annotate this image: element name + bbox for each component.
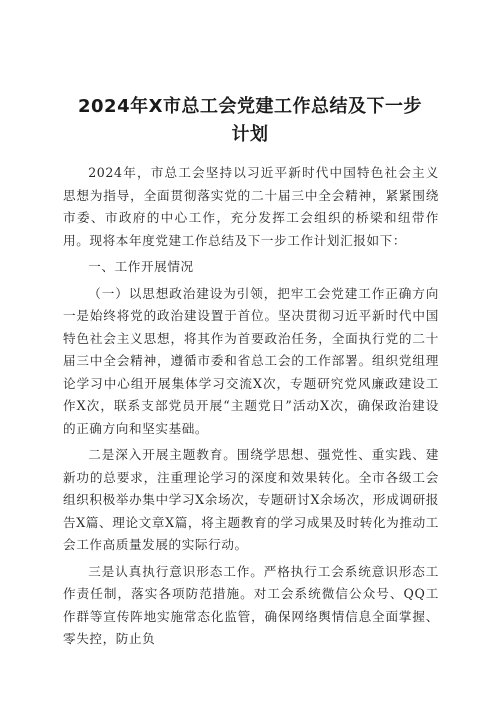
paragraph-theme-education: 二是深入开展主题教育。围绕学思想、强党性、重实践、建新功的总要求，注重理论学习的深度和效果转化。全市各级工会组织积极举办集中学习X余场次，专题研讨X余场次，形成调研报告X篇、理论文章X篇，将主题教育的学习成果及时转化为推动工会工作高质量发展的实际行动。: [63, 447, 439, 552]
document-title: 2024年X市总工会党建工作总结及下一步计划: [78, 96, 422, 145]
section-heading: 一、工作开展情况: [88, 259, 194, 274]
paragraph-ideology-work: 三是认真执行意识形态工作。严格执行工会系统意识形态工作责任制，落实各项防范措施。对工会系统微信公众号、QQ工作群等宣传阵地实施常态化监管，确保网络舆情信息全面掌握、零失控，防止负: [63, 563, 439, 646]
paragraph-political-building: （一）以思想政治建设为引领，把牢工会党建工作正确方向一是始终将党的政治建设置于首位。坚决贯彻习近平新时代中国特色社会主义思想，将其作为首要政治任务，全面执行党的二十届三中全会精神，遵循市委和省总工会的工作部署。组织党组理论学习中心组开展集体学习交流X次，专题研究党风廉政建设工作X次，联系支部党员开展“主题党日”活动X次，确保政治建设的正确方向和坚实基础。: [63, 285, 439, 436]
document-body: [63, 162, 439, 655]
intro-paragraph: 2024年，市总工会坚持以习近平新时代中国特色社会主义思想为指导，全面贯彻落实党的二十届三中全会精神，紧紧围绕市委、市政府的中心工作，充分发挥工会组织的桥梁和纽带作用。现将本年度党建工作总结及下一步工作计划汇报如下：: [63, 165, 439, 248]
